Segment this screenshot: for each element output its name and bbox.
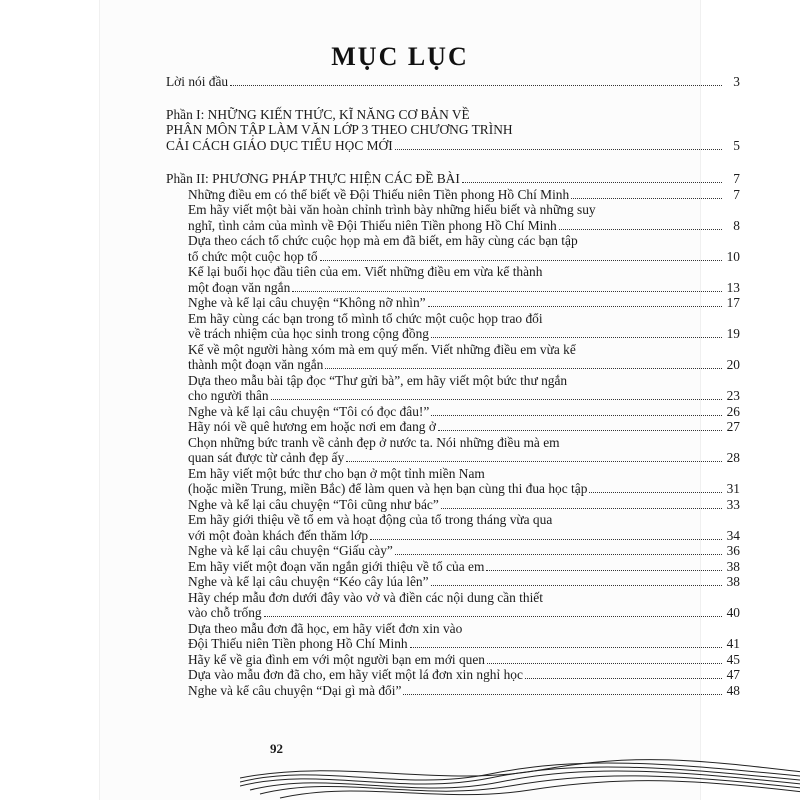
toc-entry xyxy=(166,435,740,466)
toc-page-number: 17 xyxy=(726,295,740,310)
toc-entry-text: Nghe và kể lại câu chuyện “Giấu cày” xyxy=(188,543,393,558)
toc-entry xyxy=(166,466,740,497)
toc-entry xyxy=(166,311,740,342)
toc-entry-text: (hoặc miền Trung, miền Bắc) để làm quen và hẹn bạn cùng thi đua học tập xyxy=(188,481,588,496)
book-page xyxy=(100,0,740,800)
toc-entry-text: Nghe và kể lại câu chuyện “Tôi có đọc đâu!” xyxy=(188,403,430,419)
toc-page-number: 38 xyxy=(726,574,740,589)
toc-entry-text: Kể lại buổi học đầu tiên của em. Viết những điều em vừa kể thành xyxy=(188,264,543,279)
leader-dots xyxy=(487,663,722,664)
page-number: 92 xyxy=(270,741,283,756)
toc-entry-text: Em hãy viết một đoạn văn ngắn giới thiệu về tổ của em xyxy=(188,558,485,574)
toc-page-number: 38 xyxy=(726,558,740,574)
leader-dots xyxy=(431,585,722,586)
toc-entry-text: Những điều em có thể biết về Đội Thiếu niên Tiền phong Hồ Chí Minh xyxy=(188,186,570,202)
toc-entry-text: Nghe và kể lại câu chuyện “Tôi cũng như bác” xyxy=(188,496,439,512)
toc-page-number: 33 xyxy=(726,496,740,512)
toc-entry xyxy=(166,187,740,203)
toc-entry-text: nghĩ, tình cảm của mình về Đội Thiếu niên Tiền phong Hồ Chí Minh xyxy=(188,217,557,233)
page-title: MỤC LỤC xyxy=(331,42,469,71)
toc-page-number: 8 xyxy=(733,217,740,233)
toc-page-number: 7 xyxy=(733,186,740,202)
toc-page-number: 27 xyxy=(726,419,740,434)
toc-page-number: 23 xyxy=(726,388,740,403)
leader-dots xyxy=(525,678,722,679)
toc-page-number: 19 xyxy=(726,326,740,341)
toc-entry xyxy=(166,202,740,233)
toc-entry-text: tổ chức một cuộc họp tổ xyxy=(188,248,318,264)
toc-entry-text: Nghe và kể lại câu chuyện “Kéo cây lúa lên” xyxy=(188,574,429,589)
toc-page-number: 45 xyxy=(726,651,740,667)
toc-entry xyxy=(166,512,740,543)
toc-entry xyxy=(166,543,740,559)
leader-dots xyxy=(571,198,722,199)
toc-entry xyxy=(166,295,740,311)
toc-entry-text: Kể về một người hàng xóm mà em quý mến. Viết những điều em vừa kể xyxy=(188,341,576,357)
leader-dots xyxy=(431,415,722,416)
toc-entry-text: Nghe và kể câu chuyện “Dại gì mà đổi” xyxy=(188,682,402,698)
leader-dots xyxy=(395,554,722,555)
toc-entry-text: Phần II: PHƯƠNG PHÁP THỰC HIỆN CÁC ĐỀ BÀI xyxy=(166,171,460,186)
toc-entry-text: PHÂN MÔN TẬP LÀM VĂN LỚP 3 THEO CHƯƠNG TRÌNH xyxy=(166,122,513,137)
leader-dots xyxy=(370,539,722,540)
toc-entry-text: cho người thân xyxy=(188,388,269,403)
toc-entry xyxy=(166,574,740,590)
toc-entry-text: Dựa theo mẫu bài tập đọc “Thư gửi bà”, em hãy viết một bức thư ngắn xyxy=(188,372,568,388)
toc-entry-text: Dựa vào mẫu đơn đã cho, em hãy viết một lá đơn xin nghỉ học xyxy=(188,667,523,682)
toc-entry xyxy=(166,342,740,373)
leader-dots xyxy=(462,182,722,183)
leader-dots xyxy=(271,399,722,400)
toc-entry xyxy=(166,171,740,187)
toc-page-number: 28 xyxy=(726,450,740,465)
leader-dots xyxy=(292,291,722,292)
toc-entry-text: Đội Thiếu niên Tiền phong Hồ Chí Minh xyxy=(188,636,408,651)
toc-entry-text: Hãy nói về quê hương em hoặc nơi em đang ở xyxy=(188,419,436,434)
leader-dots xyxy=(589,492,722,493)
toc-entry-text: Phần I: NHỮNG KIẾN THỨC, KĨ NĂNG CƠ BẢN VỀ xyxy=(166,106,470,122)
decorative-waves xyxy=(240,752,800,800)
toc-page-number: 5 xyxy=(733,137,740,153)
toc-entry xyxy=(166,621,740,652)
toc-entry xyxy=(166,497,740,513)
toc-entry-text: Hãy kể về gia đình em với một người bạn em mới quen xyxy=(188,651,486,667)
toc-entry xyxy=(166,419,740,435)
toc-page-number: 10 xyxy=(726,248,740,264)
toc-entry-text: CẢI CÁCH GIÁO DỤC TIỂU HỌC MỚI xyxy=(166,137,393,153)
leader-dots xyxy=(559,229,722,230)
toc-entry-text: Em hãy giới thiệu về tổ em và hoạt động của tổ trong tháng vừa qua xyxy=(188,512,553,527)
toc-entry-text: Em hãy viết một bức thư cho bạn ở một tỉnh miền Nam xyxy=(188,465,485,481)
toc-entry-text: Em hãy viết một bài văn hoàn chỉnh trình bày những hiểu biết và những suy xyxy=(188,202,596,217)
leader-dots xyxy=(486,570,722,571)
toc-page-number: 41 xyxy=(726,636,740,651)
leader-dots xyxy=(320,260,722,261)
toc-entry-text: với một đoàn khách đến thăm lớp xyxy=(188,527,369,543)
toc-entry-text: một đoạn văn ngắn xyxy=(188,279,291,295)
toc-page-number: 47 xyxy=(726,667,740,682)
toc-page-number: 20 xyxy=(726,357,740,372)
toc-entry xyxy=(166,590,740,621)
leader-dots xyxy=(264,616,722,617)
leader-dots xyxy=(431,337,722,338)
toc-page-number: 31 xyxy=(726,481,740,496)
leader-dots xyxy=(325,368,722,369)
leader-dots xyxy=(438,430,722,431)
toc-entry xyxy=(166,107,740,154)
leader-dots xyxy=(410,647,722,648)
toc-entry-text: thành một đoạn văn ngắn xyxy=(188,357,324,372)
leader-dots xyxy=(346,461,722,462)
toc-entry xyxy=(166,667,740,683)
leader-dots xyxy=(403,694,722,695)
toc-entry-text: Nghe và kể lại câu chuyện “Không nỡ nhìn” xyxy=(188,295,426,310)
leader-dots xyxy=(230,85,722,86)
leader-dots xyxy=(441,508,722,509)
toc-entry-text: vào chỗ trống xyxy=(188,605,262,620)
toc-page-number: 3 xyxy=(733,74,740,89)
toc-page-number: 40 xyxy=(726,605,740,620)
toc-entry xyxy=(166,404,740,420)
toc-entry-text: Chọn những bức tranh về cảnh đẹp ở nước ta. Nói những điều mà em xyxy=(188,434,560,450)
toc-page-number: 13 xyxy=(726,279,740,295)
leader-dots xyxy=(428,306,722,307)
toc-page-number: 34 xyxy=(726,527,740,543)
toc-page-number: 26 xyxy=(726,403,740,419)
table-of-contents xyxy=(166,74,740,698)
toc-entry-text: quan sát được từ cảnh đẹp ấy xyxy=(188,450,345,465)
toc-entry xyxy=(166,652,740,668)
toc-entry xyxy=(166,683,740,699)
toc-entry xyxy=(166,559,740,575)
toc-entry xyxy=(166,74,740,90)
toc-entry-text: Dựa theo cách tổ chức cuộc họp mà em đã biết, em hãy cùng các bạn tập xyxy=(188,233,578,248)
toc-page-number: 7 xyxy=(733,171,740,186)
toc-page-number: 36 xyxy=(726,543,740,558)
toc-entry xyxy=(166,373,740,404)
toc-entry-text: Dựa theo mẫu đơn đã học, em hãy viết đơn xin vào xyxy=(188,620,463,636)
leader-dots xyxy=(395,149,722,150)
toc-entry xyxy=(166,264,740,295)
toc-entry xyxy=(166,233,740,264)
toc-entry-text: Em hãy cùng các bạn trong tổ mình tổ chức một cuộc họp trao đổi xyxy=(188,310,543,326)
toc-entry-text: về trách nhiệm của học sinh trong cộng đồng xyxy=(188,326,429,341)
toc-entry-text: Lời nói đầu xyxy=(166,74,229,89)
toc-page-number: 48 xyxy=(726,682,740,698)
toc-entry-text: Hãy chép mẫu đơn dưới đây vào vở và điền các nội dung cần thiết xyxy=(188,589,543,605)
